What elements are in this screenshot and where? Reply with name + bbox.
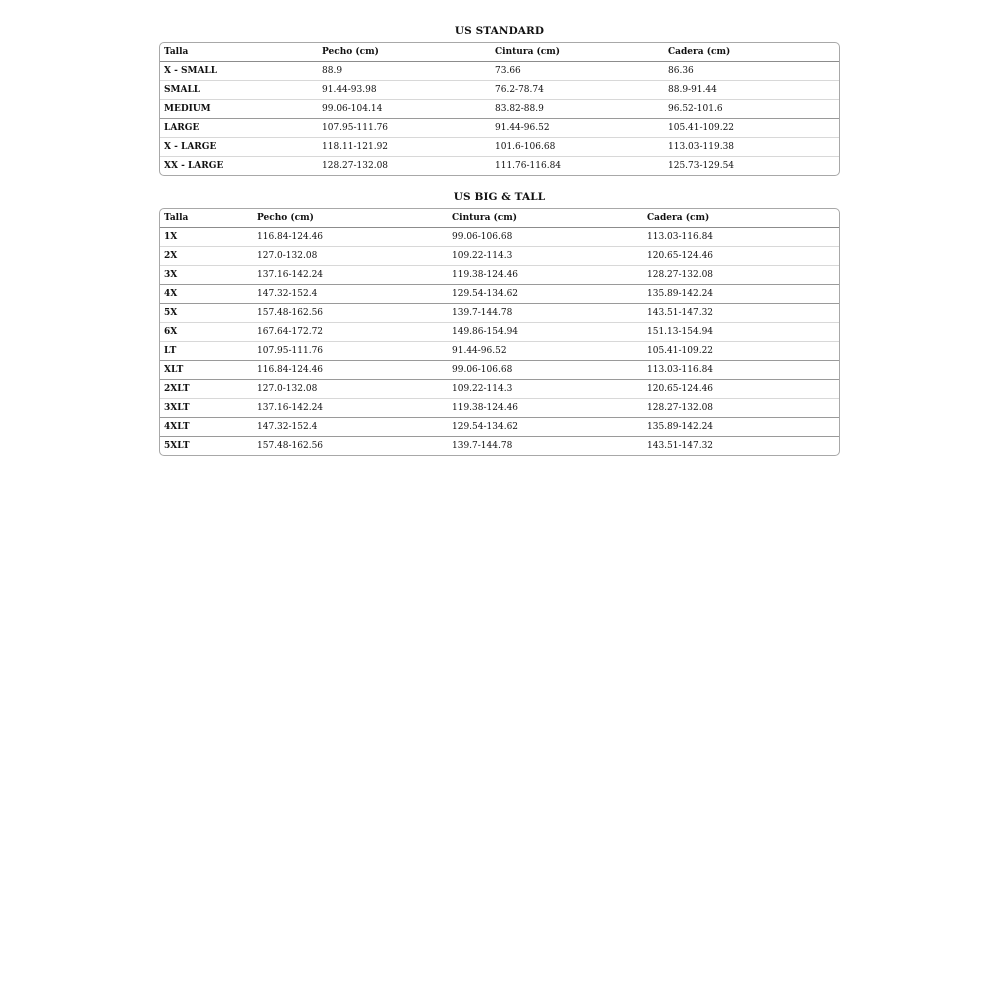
waist-cell: 139.7-144.78: [448, 304, 643, 323]
table-row: [160, 342, 839, 361]
table-row: [160, 138, 839, 157]
size-cell: 3X: [160, 266, 253, 285]
hip-cell: 128.27-132.08: [643, 266, 839, 285]
size-cell: LARGE: [160, 119, 318, 138]
hip-cell: 88.9-91.44: [664, 81, 839, 100]
us-big-tall-table-box: [159, 208, 840, 456]
hip-cell: 135.89-142.24: [643, 418, 839, 437]
table-row: [160, 285, 839, 304]
header-chest: Pecho (cm): [253, 209, 448, 228]
size-cell: X - SMALL: [160, 62, 318, 81]
table-row: [160, 62, 839, 81]
hip-cell: 120.65-124.46: [643, 380, 839, 399]
hip-cell: 128.27-132.08: [643, 399, 839, 418]
chest-cell: 137.16-142.24: [253, 399, 448, 418]
table-row: [160, 361, 839, 380]
header-hip: Cadera (cm): [643, 209, 839, 228]
hip-cell: 120.65-124.46: [643, 247, 839, 266]
header-size: Talla: [160, 209, 253, 228]
waist-cell: 99.06-106.68: [448, 361, 643, 380]
table-row: [160, 119, 839, 138]
waist-cell: 149.86-154.94: [448, 323, 643, 342]
hip-cell: 151.13-154.94: [643, 323, 839, 342]
waist-cell: 109.22-114.3: [448, 380, 643, 399]
size-cell: SMALL: [160, 81, 318, 100]
waist-cell: 91.44-96.52: [491, 119, 664, 138]
chest-cell: 107.95-111.76: [253, 342, 448, 361]
table-row: [160, 418, 839, 437]
table-row: [160, 437, 839, 456]
waist-cell: 101.6-106.68: [491, 138, 664, 157]
size-cell: 1X: [160, 228, 253, 247]
header-waist: Cintura (cm): [448, 209, 643, 228]
waist-cell: 119.38-124.46: [448, 266, 643, 285]
size-cell: 5X: [160, 304, 253, 323]
hip-cell: 125.73-129.54: [668, 161, 735, 171]
header-size: Talla: [160, 43, 318, 62]
chest-cell: 118.11-121.92: [318, 138, 491, 157]
hip-cell: 113.03-116.84: [643, 228, 839, 247]
size-cell: 4X: [160, 285, 253, 304]
us-big-tall-table: [160, 209, 839, 455]
waist-cell: 76.2-78.74: [491, 81, 664, 100]
chest-cell: 127.0-132.08: [253, 380, 448, 399]
size-charts: [159, 22, 840, 456]
chest-cell: 147.32-152.4: [253, 285, 448, 304]
chest-cell: 91.44-93.98: [318, 81, 491, 100]
table-row: [160, 399, 839, 418]
table-row: [160, 380, 839, 399]
size-cell: XX - LARGE: [164, 161, 224, 171]
us-standard-title: US STANDARD: [454, 25, 545, 37]
table-row: [160, 228, 839, 247]
header-waist: Cintura (cm): [491, 43, 664, 62]
header-hip: Cadera (cm): [664, 43, 839, 62]
chest-cell: 116.84-124.46: [253, 228, 448, 247]
size-cell: XLT: [160, 361, 253, 380]
table-row: [160, 81, 839, 100]
table-header-row: [160, 209, 839, 228]
hip-cell: 105.41-109.22: [643, 342, 839, 361]
hip-cell: 105.41-109.22: [664, 119, 839, 138]
table-row: [160, 100, 839, 119]
chest-cell: 167.64-172.72: [253, 323, 448, 342]
hip-cell: 143.51-147.32: [643, 304, 839, 323]
size-cell: 3XLT: [160, 399, 253, 418]
chest-cell: 127.0-132.08: [253, 247, 448, 266]
hip-cell: 113.03-119.38: [664, 138, 839, 157]
waist-cell: 83.82-88.9: [491, 100, 664, 119]
table-row: [160, 247, 839, 266]
table-row: [160, 157, 839, 176]
waist-cell: 99.06-106.68: [448, 228, 643, 247]
size-cell: X - LARGE: [160, 138, 318, 157]
us-standard-table-box: [159, 42, 840, 176]
chest-cell: 157.48-162.56: [257, 441, 324, 451]
chest-cell: 88.9: [318, 62, 491, 81]
chest-cell: 116.84-124.46: [253, 361, 448, 380]
waist-cell: 139.7-144.78: [452, 441, 513, 451]
table-row: [160, 304, 839, 323]
chest-cell: 107.95-111.76: [318, 119, 491, 138]
waist-cell: 73.66: [491, 62, 664, 81]
table-row: [160, 266, 839, 285]
size-cell: MEDIUM: [160, 100, 318, 119]
hip-cell: 135.89-142.24: [643, 285, 839, 304]
header-chest: Pecho (cm): [318, 43, 491, 62]
chest-cell: 157.48-162.56: [253, 304, 448, 323]
chest-cell: 99.06-104.14: [318, 100, 491, 119]
hip-cell: 143.51-147.32: [647, 441, 714, 451]
waist-cell: 129.54-134.62: [448, 285, 643, 304]
size-cell: 5XLT: [164, 441, 190, 451]
waist-cell: 129.54-134.62: [448, 418, 643, 437]
hip-cell: 96.52-101.6: [664, 100, 839, 119]
waist-cell: 91.44-96.52: [448, 342, 643, 361]
chest-cell: 128.27-132.08: [322, 161, 389, 171]
chest-cell: 147.32-152.4: [253, 418, 448, 437]
size-cell: 2X: [160, 247, 253, 266]
waist-cell: 111.76-116.84: [495, 161, 562, 171]
waist-cell: 119.38-124.46: [448, 399, 643, 418]
table-row: [160, 323, 839, 342]
hip-cell: 113.03-116.84: [643, 361, 839, 380]
us-standard-table: [160, 43, 839, 175]
size-cell: 6X: [160, 323, 253, 342]
us-big-tall-title: US BIG & TALL: [453, 191, 546, 203]
table-header-row: [160, 43, 839, 62]
chest-cell: 137.16-142.24: [253, 266, 448, 285]
hip-cell: 86.36: [664, 62, 839, 81]
size-cell: LT: [160, 342, 253, 361]
size-cell: 4XLT: [160, 418, 253, 437]
size-cell: 2XLT: [160, 380, 253, 399]
waist-cell: 109.22-114.3: [448, 247, 643, 266]
